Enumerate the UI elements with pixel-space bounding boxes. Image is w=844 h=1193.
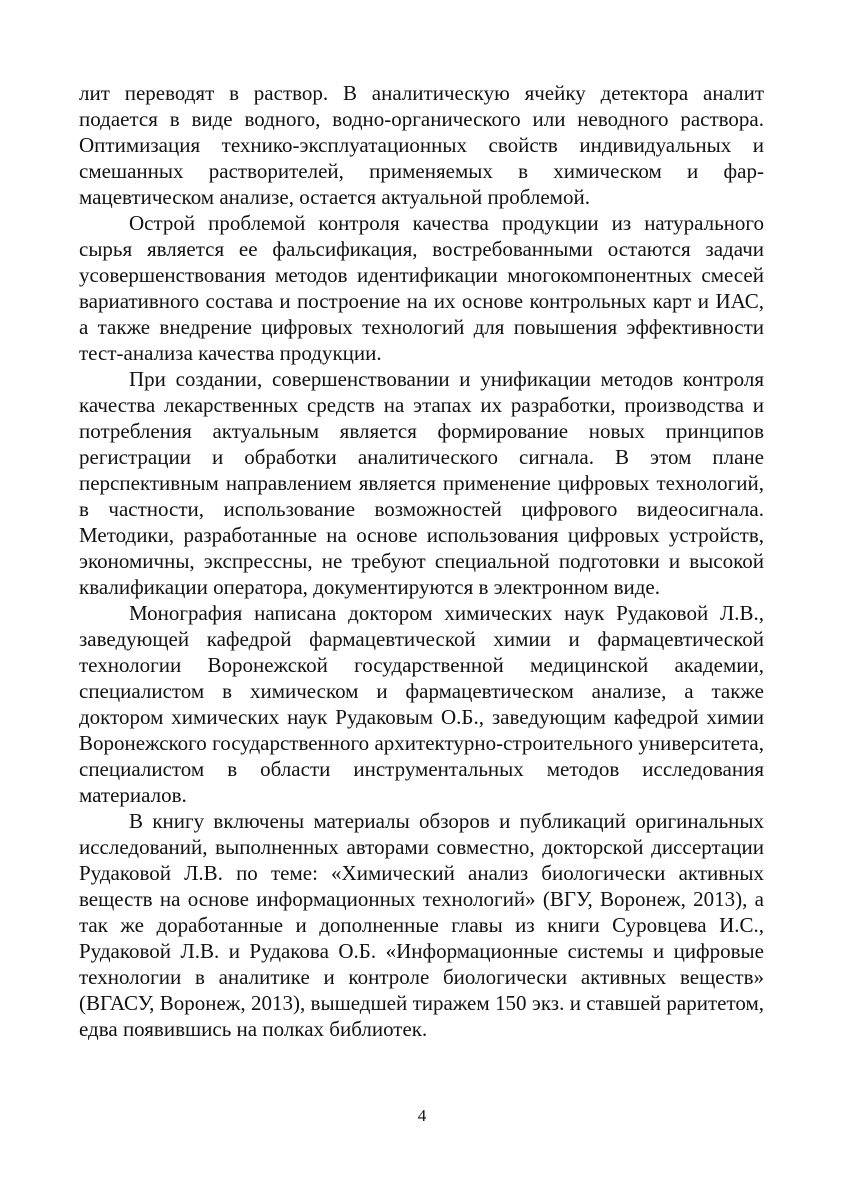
- paragraph-5: В книгу включены материалы обзоров и публикаций оригинальных исследований, выполненных авторами совместно, докторской диссертации Рудаковой Л.В. по теме: «Химический анализ биологически активных веществ на основе информационных технологий» (ВГУ, Воронеж, 2013), а так же доработанные и дополненные главы из книги Суровцева И.С., Рудаковой Л.В. и Рудакова О.Б. «Информационные системы и цифровые технологии в аналитике и контроле биологически активных веществ» (ВГАСУ, Воронеж, 2013), вышедшей тиражем 150 экз. и ставшей раритетом, едва появившись на полках библиотек.: [79, 809, 764, 1041]
- paragraph-2: Острой проблемой контроля качества продукции из натурального сырья является ее фальсификация, востребованными остаются задачи усовершенствования методов идентификации многокомпонентных смесей вариативного состава и построение на их основе контрольных карт и ИАС, а также внедрение цифровых технологий для повышения эффективности тест-анализа качества продукции.: [79, 211, 764, 365]
- paragraph-1: лит переводят в раствор. В аналитическую ячейку детектора аналит подается в виде водного, водно-органического или неводного раствора. Оптимизация технико-эксплуатационных свойств индивидуальных и смешанных растворителей, применяемых в химическом и фармацевтическом анализе, остается актуальной проблемой.: [79, 81, 764, 209]
- paragraph-4: Монография написана доктором химических наук Рудаковой Л.В., заведующей кафедрой фармацевтической химии и фармацевтической технологии Воронежской государственной медицинской академии, специалистом в химическом и фармацевтическом анализе, а также доктором химических наук Рудаковым О.Б., заведующим кафедрой химии Воронежского государственного архитектурно-строительного университета, специалистом в области инструментальных методов исследования материалов.: [79, 601, 764, 807]
- body-text: [79, 80, 764, 1042]
- paragraph-3: При создании, совершенствовании и унификации методов контроля качества лекарственных средств на этапах их разработки, производства и потребления актуальным является формирование новых принципов регистрации и обработки аналитического сигнала. В этом плане перспективным направлением является применение цифровых технологий, в частности, использование возможностей цифрового видеосигнала. Методики, разработанные на основе использования цифровых устройств, экономичны, экспрессны, не требуют специальной подготовки и высокой квалификации оператора, документируются в электронном виде.: [79, 367, 764, 599]
- page-number: 4: [417, 1106, 427, 1125]
